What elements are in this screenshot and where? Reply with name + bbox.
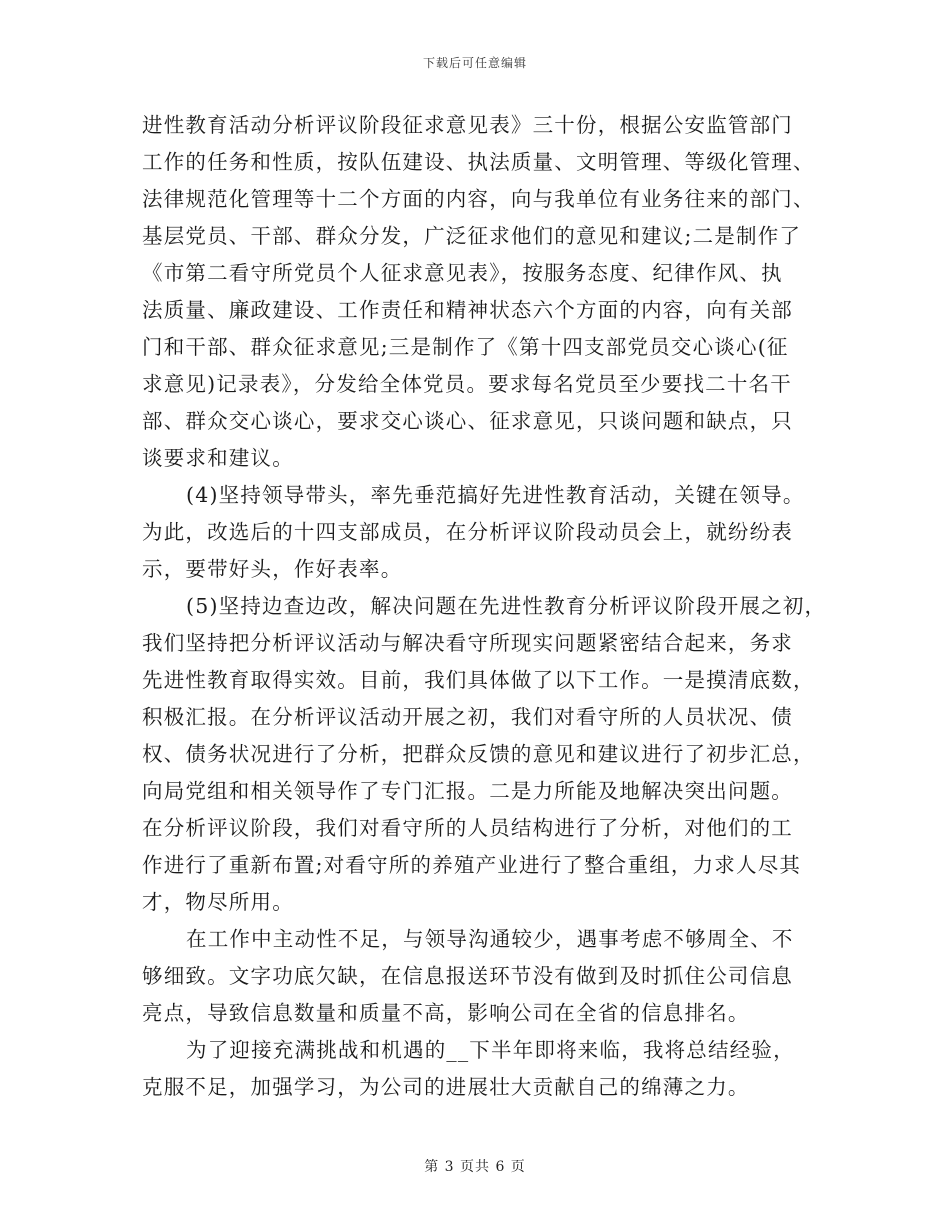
text-line: 先进性教育取得实效。目前，我们具体做了以下工作。一是摸清底数， xyxy=(142,668,815,692)
paragraph-start-line: 在工作中主动性不足，与领导沟通较少，遇事考虑不够周全、不 xyxy=(186,927,794,951)
text-line: 《市第二看守所党员个人征求意见表》，按服务态度、纪律作风、执 xyxy=(142,261,783,285)
paragraph-start-line: 为了迎接充满挑战和机遇的__下半年即将来临，我将总结经验， xyxy=(186,1038,795,1062)
paragraph-start-line: (5)坚持边查边改，解决问题在先进性教育分析评议阶段开展之初， xyxy=(186,594,827,618)
page-header: 下载后可任意编辑 xyxy=(422,56,527,70)
text-line: 权、债务状况进行了分析，把群众反馈的意见和建议进行了初步汇总， xyxy=(142,742,815,766)
text-line: 在分析评议阶段，我们对看守所的人员结构进行了分析，对他们的工 xyxy=(142,816,793,840)
text-line: 向局党组和相关领导作了专门汇报。二是力所能及地解决突出问题。 xyxy=(142,779,793,803)
text-line: 克服不足，加强学习，为公司的进展壮大贡献自己的绵薄之力。 xyxy=(142,1075,750,1099)
text-line: 作进行了重新布置;对看守所的养殖产业进行了整合重组，力求人尽其 xyxy=(142,853,802,877)
text-line: 才，物尽所用。 xyxy=(142,890,294,914)
text-line: 示，要带好头，作好表率。 xyxy=(142,557,403,581)
page-footer: 第 3 页共 6 页 xyxy=(424,1159,526,1175)
text-line: 积极汇报。在分析评议活动开展之初，我们对看守所的人员状况、债 xyxy=(142,705,793,729)
text-line: 基层党员、干部、群众分发，广泛征求他们的意见和建议;二是制作了 xyxy=(142,224,802,248)
text-line: 求意见)记录表》，分发给全体党员。要求每名党员至少要找二十名干 xyxy=(142,372,792,396)
text-line: 谈要求和建议。 xyxy=(142,446,294,470)
text-line: 亮点，导致信息数量和质量不高，影响公司在全省的信息排名。 xyxy=(142,1001,750,1025)
text-line: 我们坚持把分析评议活动与解决看守所现实问题紧密结合起来，务求 xyxy=(142,631,793,655)
text-line: 够细致。文字功底欠缺，在信息报送环节没有做到及时抓住公司信息 xyxy=(142,964,793,988)
text-line: 法律规范化管理等十二个方面的内容，向与我单位有业务往来的部门、 xyxy=(142,187,815,211)
text-line: 门和干部、群众征求意见;三是制作了《第十四支部党员交心谈心(征 xyxy=(142,335,789,359)
text-line: 进性教育活动分析评议阶段征求意见表》三十份，根据公安监管部门 xyxy=(142,113,793,137)
text-line: 法质量、廉政建设、工作责任和精神状态六个方面的内容，向有关部 xyxy=(142,298,793,322)
text-line: 为此，改选后的十四支部成员，在分析评议阶段动员会上，就纷纷表 xyxy=(142,520,793,544)
paragraph-start-line: (4)坚持领导带头，率先垂范搞好先进性教育活动，关键在领导。 xyxy=(186,483,805,507)
text-line: 部、群众交心谈心，要求交心谈心、征求意见，只谈问题和缺点，只 xyxy=(142,409,793,433)
document-body xyxy=(142,107,827,1106)
text-line: 工作的任务和性质，按队伍建设、执法质量、文明管理、等级化管理、 xyxy=(142,150,815,174)
